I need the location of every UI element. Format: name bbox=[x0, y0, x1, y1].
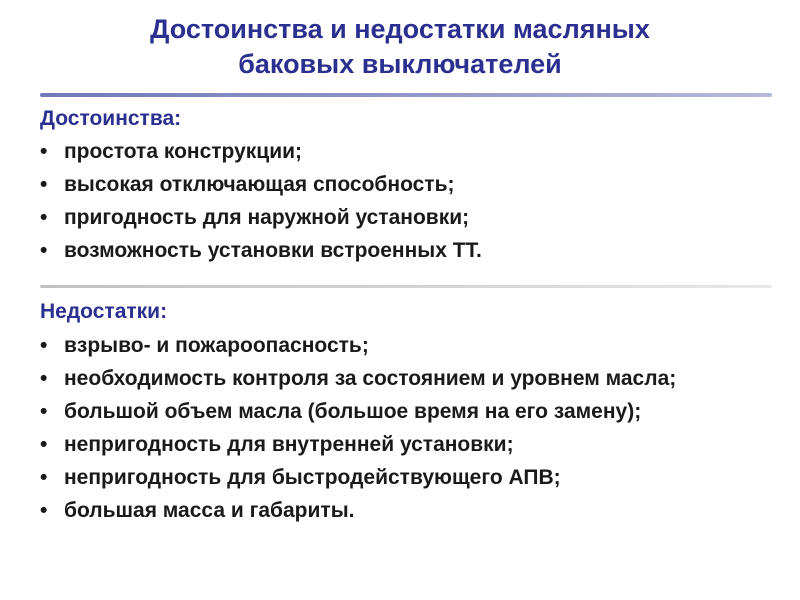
bullet-icon: • bbox=[40, 239, 48, 262]
list-item bbox=[40, 399, 770, 425]
slide-title-line-2: баковых выключателей bbox=[238, 49, 562, 79]
bullet-icon: • bbox=[40, 140, 48, 163]
list-item-text: высокая отключающая способность; bbox=[64, 173, 455, 196]
list-item bbox=[40, 139, 770, 165]
list-item-text: необходимость контроля за состоянием и уровнем масла; bbox=[64, 367, 677, 390]
disadvantages-heading: Недостатки: bbox=[40, 300, 168, 323]
advantages-list bbox=[40, 139, 770, 271]
list-item-text: пригодность для наружной установки; bbox=[64, 206, 470, 229]
slide-title bbox=[40, 12, 760, 82]
list-item-text: большая масса и габариты. bbox=[64, 499, 355, 522]
bullet-icon: • bbox=[40, 173, 48, 196]
bullet-icon: • bbox=[40, 367, 48, 390]
bullet-icon: • bbox=[40, 433, 48, 456]
list-item-text: непригодность для быстродействующего АПВ; bbox=[64, 466, 561, 489]
list-item-text: большой объем масла (большое время на его замену); bbox=[64, 400, 642, 423]
list-item-text: простота конструкции; bbox=[64, 140, 303, 163]
advantages-heading: Достоинства: bbox=[40, 107, 182, 130]
bullet-icon: • bbox=[40, 206, 48, 229]
list-item bbox=[40, 333, 770, 359]
bullet-icon: • bbox=[40, 334, 48, 357]
list-item-text: непригодность для внутренней установки; bbox=[64, 433, 514, 456]
section-divider bbox=[40, 285, 772, 288]
bullet-icon: • bbox=[40, 400, 48, 423]
list-item bbox=[40, 432, 770, 458]
slide-title-line-1: Достоинства и недостатки масляных bbox=[150, 14, 650, 44]
list-item bbox=[40, 238, 770, 264]
list-item-text: возможность установки встроенных ТТ. bbox=[64, 239, 482, 262]
bullet-icon: • bbox=[40, 466, 48, 489]
list-item bbox=[40, 172, 770, 198]
bullet-icon: • bbox=[40, 499, 48, 522]
list-item bbox=[40, 366, 770, 392]
list-item-text: взрыво- и пожароопасность; bbox=[64, 334, 369, 357]
list-item bbox=[40, 498, 770, 524]
disadvantages-list bbox=[40, 333, 770, 531]
list-item bbox=[40, 465, 770, 491]
list-item bbox=[40, 205, 770, 231]
title-divider bbox=[40, 93, 772, 97]
